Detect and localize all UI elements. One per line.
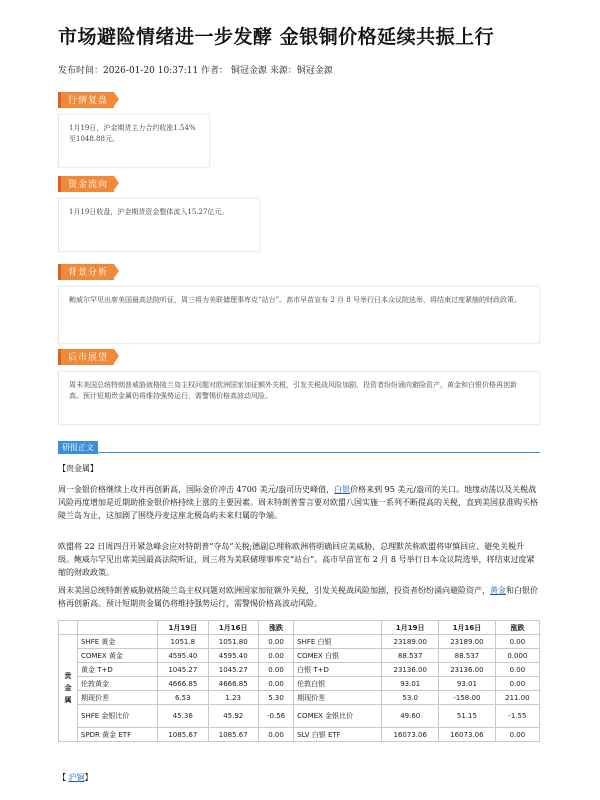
section-box: [58, 198, 260, 252]
report-divider: [58, 452, 540, 453]
report-paragraph-2: 欧盟将 22 日周四召开紧急峰会应对特朗普“夺岛”关税;德副总理称欧洲将明确回应美威胁，总理默茨称欧盟将审慎回应、避免关税升级。鲍威尔罕见出席美国最高法院听证，周三将为美联储理事库克“站台”。高市早苗宣布 2 月 8 号举行日本众议院选举，将结束过度紧缩的财政政策。: [58, 542, 535, 577]
table-header: 1月19日: [382, 621, 439, 635]
p3-text-a: 周末美国总统特朗普威胁就格陵兰岛主权问题对欧洲国家加征额外关税，引发关税战风险加剧，投资者纷纷涌向避险资产，: [58, 586, 490, 595]
table-header-empty: [294, 621, 382, 635]
section-tag: 资金流向: [58, 176, 114, 192]
table-row: [59, 705, 540, 728]
table-cell: 4595.40: [158, 649, 208, 663]
table-row: [59, 691, 540, 705]
table-cell: 23189.00: [382, 635, 439, 649]
table-cell: 0.00: [495, 728, 539, 742]
table-row: [59, 649, 540, 663]
article-title: 市场避险情绪进一步发酵 金银铜价格延续共振上行: [58, 26, 495, 48]
section-tag: 背景分析: [58, 264, 114, 280]
table-cell: 45.36: [158, 705, 208, 728]
table-cell: 伦敦白银: [294, 677, 382, 691]
section-fund-flow: [58, 172, 540, 252]
table-cell: COMEX 白银: [294, 649, 382, 663]
table-cell: 0.000: [495, 649, 539, 663]
table-cell: 23136.00: [382, 663, 439, 677]
footer-copper-heading: [58, 772, 93, 783]
table-cell: 0.00: [258, 635, 293, 649]
table-cell: -0.56: [258, 705, 293, 728]
table-cell: 23136.00: [439, 663, 496, 677]
report-paragraph-3: [58, 584, 540, 610]
table-cell: 1085.67: [208, 728, 258, 742]
footer-suffix: 】: [84, 773, 93, 782]
table-cell: 0.00: [258, 663, 293, 677]
article-meta: 发布时间：2026-01-20 10:37:11 作者： 铜冠金源 来源：铜冠金源: [58, 66, 333, 76]
table-cell: 期现价差: [294, 691, 382, 705]
section-box: [58, 371, 540, 425]
table-cell: 45.92: [208, 705, 258, 728]
section-text: 1月19日收盘，沪金期货资金整体流入15.27亿元。: [69, 208, 229, 216]
table-cell: 23189.00: [439, 635, 496, 649]
table-header: 涨跌: [258, 621, 293, 635]
section-outlook: [58, 345, 540, 425]
table-cell: 1085.67: [158, 728, 208, 742]
table-cell: -1.55: [495, 705, 539, 728]
section-tag: 行情复盘: [58, 92, 114, 108]
footer-prefix: 【: [58, 773, 66, 782]
table-header-row: [59, 621, 540, 635]
table-cell: 0.00: [258, 728, 293, 742]
report-heading: 【贵金属】: [58, 464, 98, 473]
table-cell: 4595.40: [208, 649, 258, 663]
table-cell: 49.60: [382, 705, 439, 728]
table-cell: 白银 T+D: [294, 663, 382, 677]
silver-link[interactable]: 白银: [334, 485, 351, 494]
table-cell: 0.00: [258, 649, 293, 663]
table-row: [59, 677, 540, 691]
p1-text-b: 价格来到 95 美元/盎司的关口。地缘动荡以及关税战风险再度增加是近期助推金银价格持续上涨的主要因素。周末特朗普誓言要对欧盟八国实施一系列不断提高的关税，直到美国获准购买格陵兰岛为止，这加剧了围绕丹麦这座北极岛屿未来归属的争端。: [58, 485, 538, 520]
table-header: 1月16日: [439, 621, 496, 635]
table-cell: 伦敦黄金: [78, 677, 158, 691]
table-cell: COMEX 黄金: [78, 649, 158, 663]
table-cell: SHFE 黄金: [78, 635, 158, 649]
section-background: [58, 260, 540, 344]
p1-text-a: 周一金银价格继续上攻并再创新高，国际金价冲击 4700 美元/盎司历史峰值，: [58, 485, 335, 494]
table-header: 涨跌: [495, 621, 539, 635]
table-cell: 88.537: [439, 649, 496, 663]
table-cell: SHFE 金银比价: [78, 705, 158, 728]
table-cell: 211.00: [495, 691, 539, 705]
table-cell: 5.30: [258, 691, 293, 705]
table-header: 1月16日: [208, 621, 258, 635]
table-cell: SLV 白银 ETF: [294, 728, 382, 742]
table-cell: 0.00: [258, 677, 293, 691]
table-category-char: 金: [64, 684, 72, 692]
table-cell: 期现价差: [78, 691, 158, 705]
table-header: 1月19日: [158, 621, 208, 635]
section-text: 1月19日，沪金期货主力合约收涨1.54%至1048.88元。: [69, 124, 196, 143]
table-row: [59, 728, 540, 742]
table-header-empty: [59, 621, 78, 635]
table-category-char: 贵: [64, 672, 72, 680]
table-cell: 16073.06: [439, 728, 496, 742]
report-paragraph-1: [58, 483, 540, 522]
table-cell: 1.23: [208, 691, 258, 705]
table-cell: 4666.85: [208, 677, 258, 691]
section-box: [58, 114, 210, 168]
table-cell: 1051.8: [158, 635, 208, 649]
table-cell: 53.0: [382, 691, 439, 705]
report-tag: 研报正文: [58, 441, 98, 454]
precious-metals-table: [58, 620, 540, 742]
section-tag: 后市展望: [58, 349, 114, 365]
table-category: [59, 635, 78, 742]
table-cell: 0.00: [495, 635, 539, 649]
table-row: [59, 663, 540, 677]
table-cell: SHFE 白银: [294, 635, 382, 649]
table-cell: COMEX 金银比价: [294, 705, 382, 728]
table-cell: 4666.85: [158, 677, 208, 691]
table-cell: 6.53: [158, 691, 208, 705]
section-market-review: [58, 88, 540, 168]
table-cell: 1045.27: [208, 663, 258, 677]
section-box: [58, 286, 540, 344]
table-cell: 88.537: [382, 649, 439, 663]
section-text: 鲍威尔罕见出席美国最高法院听证，周三将为美联储理事库克“站台”。高市早苗宣布 2 月 8 号举行日本众议院选举，将结束过度紧缩的财政政策。: [69, 296, 521, 304]
section-text: 周末美国总统特朗普威胁就格陵兰岛主权问题对欧洲国家加征额外关税，引发关税战风险加剧，投资者纷纷涌向避险资产，黄金和白银价格再创新高。预计短期贵金属仍将维持强势运行，需警惕价格高波动风险。: [69, 381, 517, 400]
table-cell: 1051.80: [208, 635, 258, 649]
table-cell: 0.00: [495, 677, 539, 691]
table-cell: SPDR 黄金 ETF: [78, 728, 158, 742]
table-cell: 16073.06: [382, 728, 439, 742]
table-cell: 93.01: [382, 677, 439, 691]
table-category-char: 属: [64, 696, 72, 704]
table-cell: -158.00: [439, 691, 496, 705]
table-cell: 51.15: [439, 705, 496, 728]
table-cell: 93.01: [439, 677, 496, 691]
gold-link[interactable]: 黄金: [490, 586, 506, 595]
p3-text-b: 和白银价格再创新高。预计短期贵金属仍将维持强势运行，需警惕价格高波动风险。: [58, 586, 538, 608]
table-header-empty: [78, 621, 158, 635]
table-cell: 0.00: [495, 663, 539, 677]
table-cell: 黄金 T+D: [78, 663, 158, 677]
table-row: [59, 635, 540, 649]
table-cell: 1045.27: [158, 663, 208, 677]
copper-link[interactable]: 沪铜: [68, 773, 85, 782]
